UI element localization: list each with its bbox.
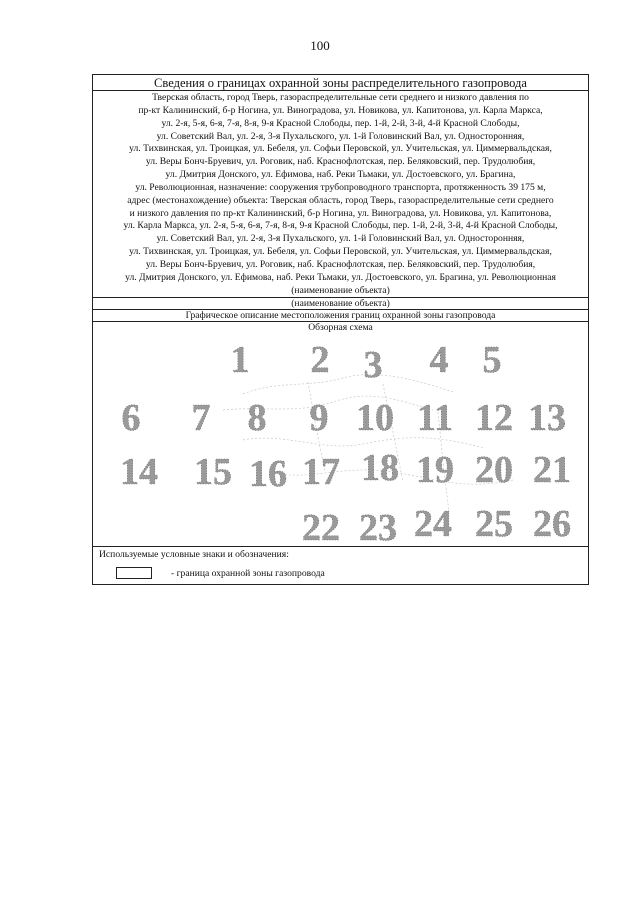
sheet-number-18: 18 (361, 447, 399, 489)
sheet-number-17: 17 (302, 451, 340, 493)
sheet-number-3: 3 (363, 344, 383, 386)
object-name-caption: (наименование объекта) (93, 298, 588, 310)
sheet-number-23: 23 (359, 507, 397, 546)
sheet-number-6: 6 (121, 397, 141, 439)
description-line: и низкого давления по пр-кт Калининский, б-р Ногина, ул. Виноградова, ул. Новикова, ул. Капитонова, (129, 207, 552, 219)
legend (93, 547, 588, 586)
description-line: ул. Советский Вал, ул. 2-я, 3-я Пухальского, ул. 1-й Головинский Вал, ул. Односторонняя, (156, 233, 525, 245)
sheet-number-9: 9 (309, 397, 329, 439)
protection-zone-boundary-symbol (116, 567, 152, 579)
description-line: ул. 2-я, 5-я, 6-я, 7-я, 8-я, 9-я Красной Слободы, пер. 1-й, 2-й, 3-й, 4-й Красной Слободы, (161, 117, 520, 129)
description-line: ул. Веры Бонч-Бруевич, ул. Роговик, наб. Краснофлотская, пер. Беляковский, пер. Трудолюбия, (145, 156, 536, 168)
sheet-number-10: 10 (356, 397, 394, 439)
legend-item-text: - граница охранной зоны газопровода (171, 568, 325, 579)
overview-scheme (93, 322, 588, 547)
sheet-number-20: 20 (475, 449, 513, 491)
description-line: Тверская область, город Тверь, газораспределительные сети среднего и низкого давления по (152, 92, 529, 103)
description-line: адрес (местонахождение) объекта: Тверская область, город Тверь, газораспределительные сети среднего (127, 194, 554, 206)
sheet-number-13: 13 (528, 397, 566, 439)
sheet-number-4: 4 (429, 339, 449, 381)
sheet-index-map (93, 322, 588, 546)
sheet-number-19: 19 (416, 449, 454, 491)
description-line: ул. Тихвинская, ул. Троицкая, ул. Бебеля, ул. Софьи Перовской, ул. Учительская, ул. Циммервальдская, (129, 143, 552, 155)
page-number: 100 (310, 38, 330, 53)
sheet-number-12: 12 (475, 397, 513, 439)
description-line: ул. Советский Вал, ул. 2-я, 3-я Пухальского, ул. 1-й Головинский Вал, ул. Односторонняя, (156, 130, 525, 142)
sheet-number-7: 7 (191, 397, 211, 439)
object-description (93, 91, 588, 298)
sheet-number-22: 22 (302, 507, 340, 546)
description-line: ул. Веры Бонч-Бруевич, ул. Роговик, наб. Краснофлотская, пер. Беляковский, пер. Трудолюбия, (145, 258, 536, 270)
sheet-number-5: 5 (482, 339, 502, 381)
description-line: ул. Дмитрия Донского, ул. Ефимова, наб. Реки Тьмаки, ул. Достоевского, ул. Брагина, (165, 169, 516, 181)
description-line: ул. Карла Маркса, ул. 2-я, 5-я, 6-я, 7-я, 8-я, 9-я Красной Слободы, пер. 1-й, 2-й, 3-й, 4-й Красной Слободы, (123, 220, 558, 232)
graphic-description-title: Графическое описание местоположения границ охранной зоны газопровода (93, 310, 588, 322)
sheet-number-24: 24 (414, 503, 452, 545)
description-line: ул. Дмитрия Донского, ул. Ефимова, наб. Реки Тьмаки, ул. Достоевского, ул. Брагина, ул. Революционная (125, 271, 556, 283)
legend-title: Используемые условные знаки и обозначения: (99, 549, 289, 560)
description-line: пр-кт Калининский, б-р Ногина, ул. Виноградова, ул. Новикова, ул. Капитонова, ул. Карла Маркса, (138, 104, 543, 116)
sheet-number-14: 14 (120, 451, 158, 493)
scheme-label: Обзорная схема (308, 322, 373, 333)
sheet-number-1: 1 (230, 339, 250, 381)
sheet-number-15: 15 (194, 451, 232, 493)
sheet-number-8: 8 (247, 397, 267, 439)
sheet-number-25: 25 (475, 503, 513, 545)
description-line: ул. Тихвинская, ул. Троицкая, ул. Бебеля, ул. Софьи Перовской, ул. Учительская, ул. Циммервальдская, (129, 246, 552, 258)
description-caption: (наименование объекта) (291, 284, 390, 296)
table-title: Сведения о границах охранной зоны распределительного газопровода (93, 75, 588, 91)
sheet-number-16: 16 (249, 453, 287, 495)
sheet-number-labels (120, 339, 571, 546)
document-table (92, 74, 589, 585)
sheet-number-26: 26 (533, 503, 571, 545)
sheet-number-11: 11 (417, 397, 453, 439)
description-line: ул. Революционная, назначение: сооружения трубопроводного транспорта, протяженность 39 175 м, (135, 181, 546, 193)
sheet-number-21: 21 (533, 449, 571, 491)
sheet-number-2: 2 (310, 339, 330, 381)
